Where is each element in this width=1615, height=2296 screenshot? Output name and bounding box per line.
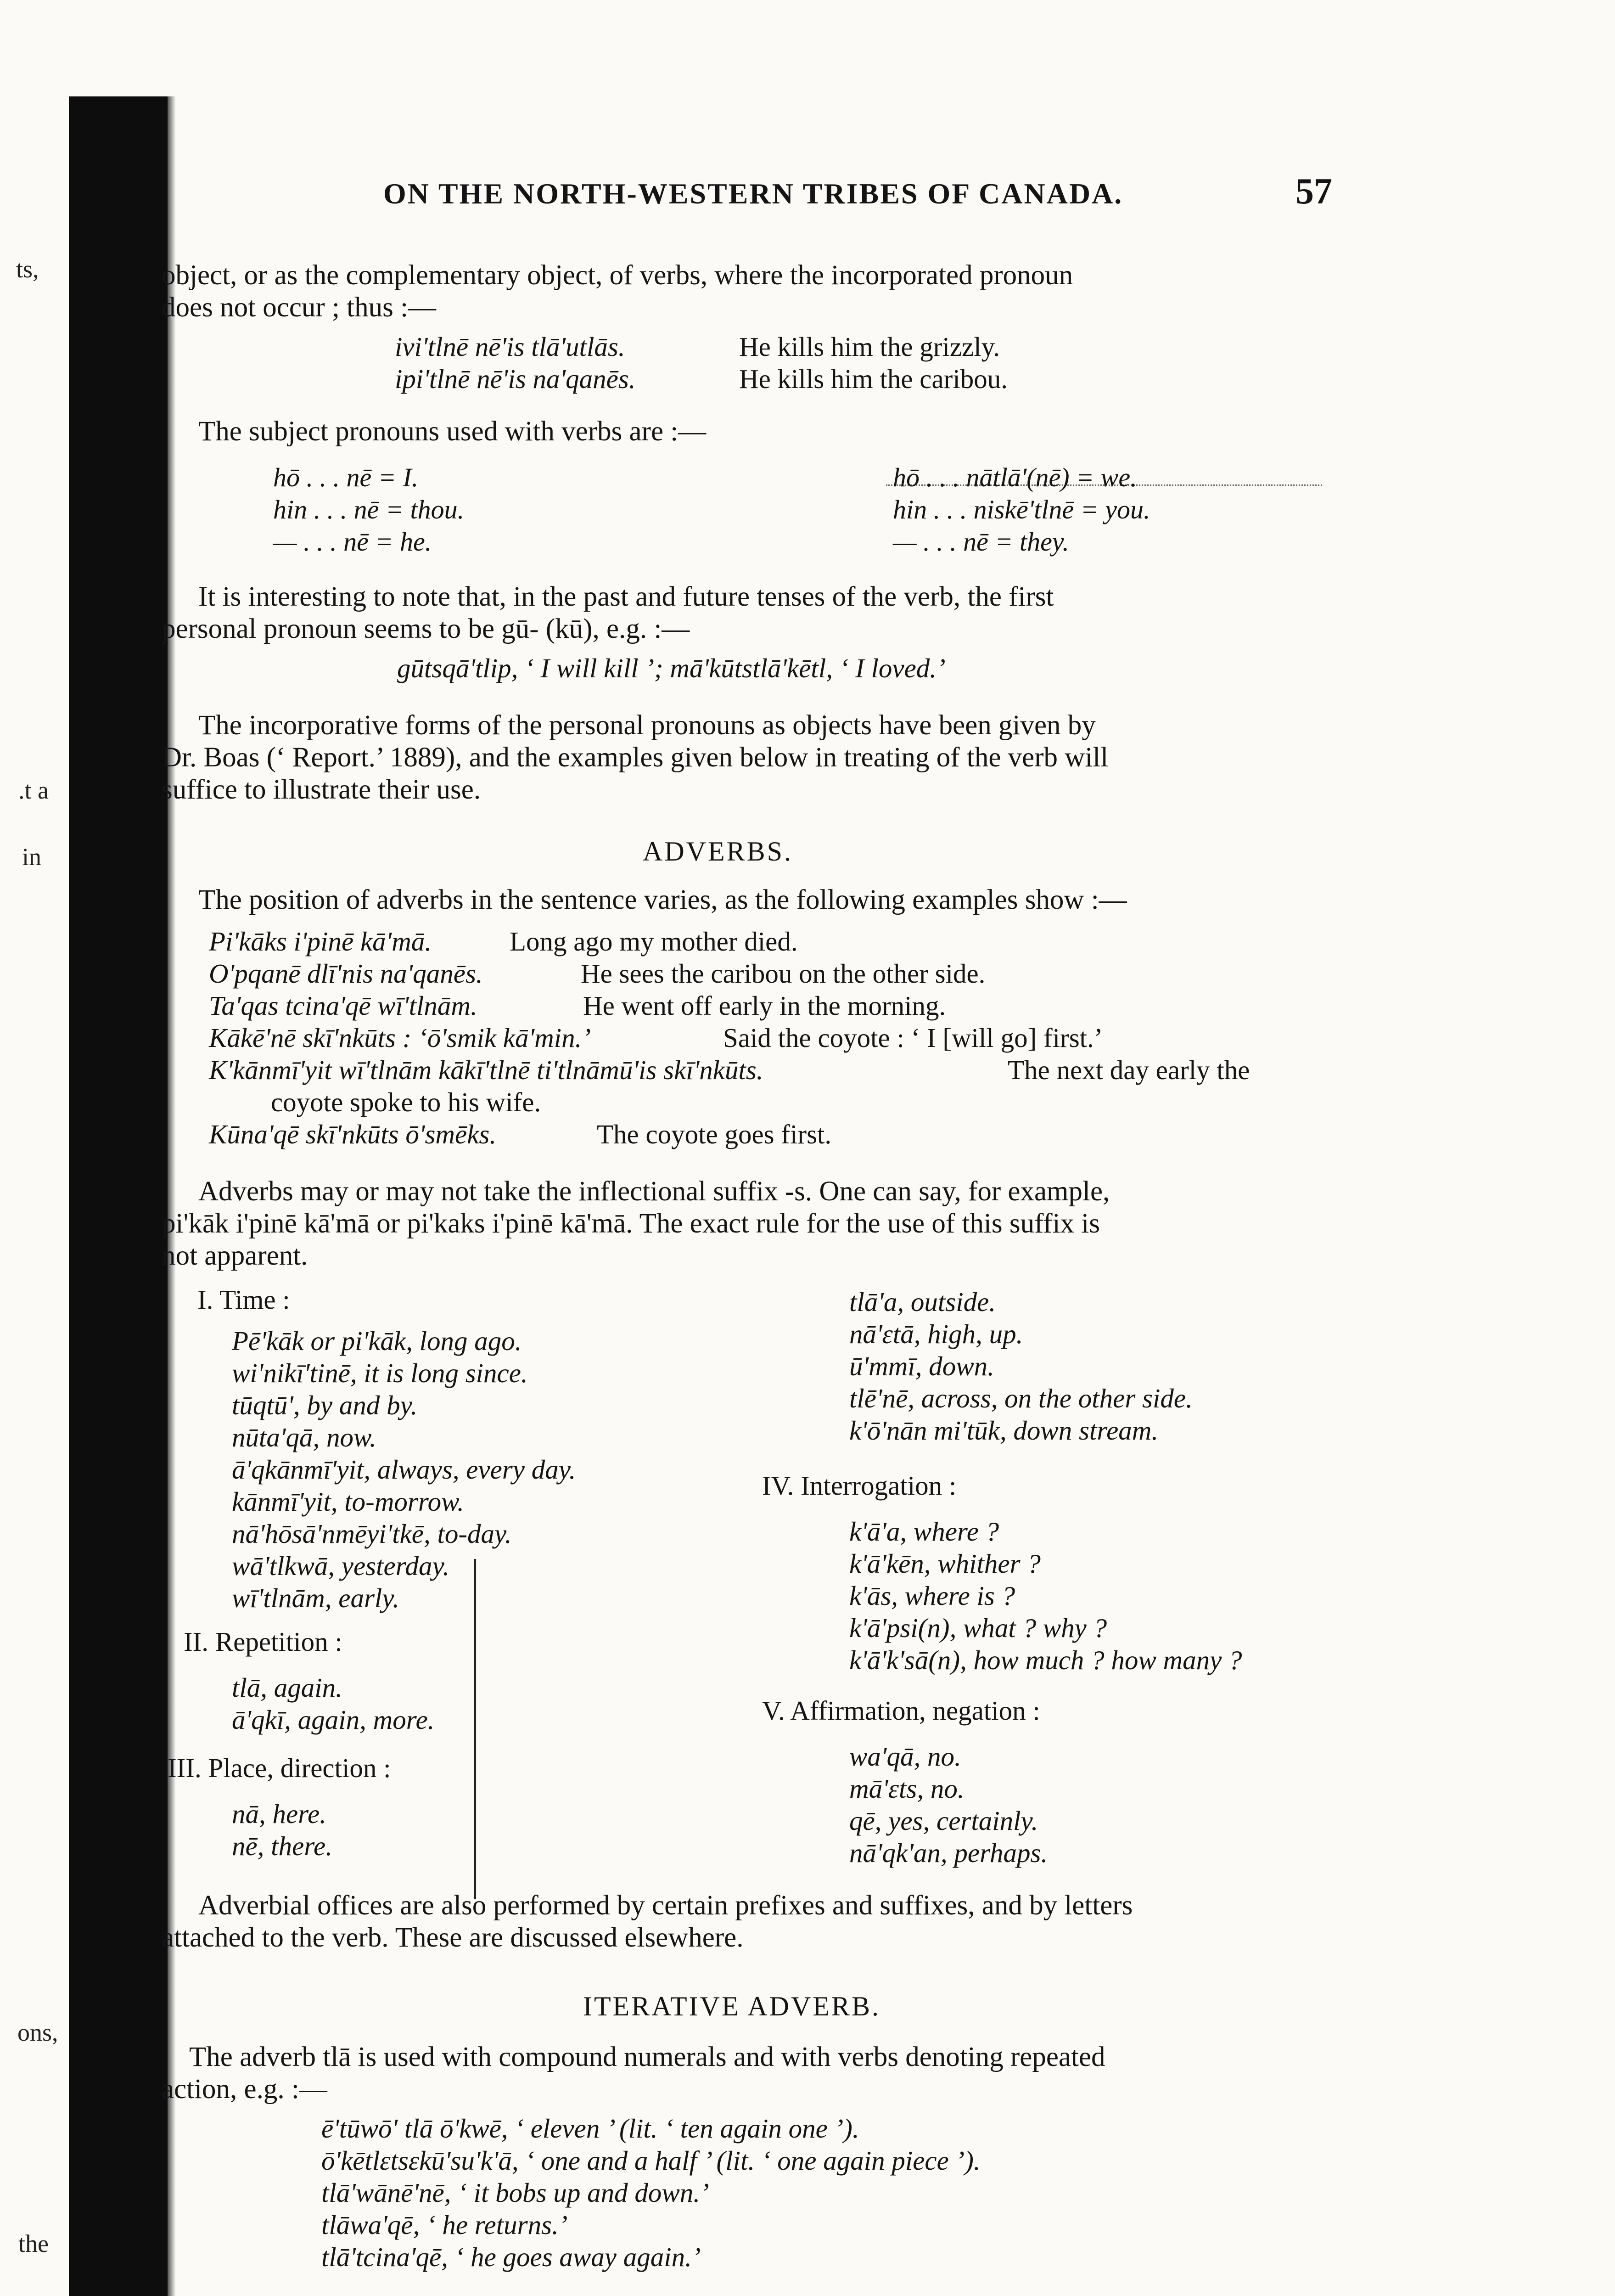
adverbial-offices-line: attached to the verb. These are discussed elsewhere.: [162, 1922, 744, 1953]
adverb-example-native: O'pqanē dlī'nis na'qanēs.: [209, 958, 483, 989]
running-header: ON THE NORTH-WESTERN TRIBES OF CANADA.: [383, 177, 1123, 210]
suffix-line: pi'kāk i'pinē kā'mā or pi'kaks i'pinē kā'mā. The exact rule for the use of this suffix is: [162, 1208, 1100, 1239]
past-future-line: It is interesting to note that, in the past and future tenses of the verb, the first: [198, 581, 1054, 612]
iterative-example: tlāwa'qē, ‘ he returns.’: [321, 2210, 568, 2240]
category-heading-time: I. Time :: [197, 1284, 290, 1315]
place-item: tlā'a, outside.: [849, 1287, 996, 1317]
iterative-line: The adverb tlā is used with compound numerals and with verbs denoting repeated: [189, 2042, 1105, 2072]
example-gloss: He kills him the grizzly.: [739, 332, 1000, 362]
interrogation-item: k'ā'k'sā(n), how much ? how many ?: [849, 1645, 1242, 1675]
place-item: nā, here.: [232, 1799, 326, 1829]
pronoun-row: hō . . . nātlā'(nē) = we.: [893, 462, 1137, 492]
adverbs-heading: ADVERBS.: [643, 836, 793, 867]
adverb-example-gloss: Said the coyote : ‘ I [will go] first.’: [723, 1023, 1103, 1053]
past-future-line: personal pronoun seems to be gū- (kū), e.g. :—: [162, 613, 690, 644]
adverb-example-native: Kūna'qē skī'nkūts ō'smēks.: [209, 1119, 497, 1149]
incorporative-line: suffice to illustrate their use.: [162, 774, 481, 805]
place-item: tlē'nē, across, on the other side.: [849, 1383, 1193, 1413]
time-item: Pē'kāk or pi'kāk, long ago.: [232, 1326, 522, 1356]
adverb-example-gloss: He went off early in the morning.: [583, 990, 946, 1021]
category-heading-affirmation: V. Affirmation, negation :: [762, 1695, 1040, 1726]
iterative-heading: ITERATIVE ADVERB.: [583, 1991, 880, 2021]
pronoun-row: hin . . . nē = thou.: [273, 495, 465, 524]
time-item: nā'hōsā'nmēyi'tkē, to-day.: [232, 1519, 512, 1549]
time-item: wi'nikī'tinē, it is long since.: [232, 1358, 528, 1388]
margin-fragment: .t a: [18, 777, 49, 804]
interrogation-item: k'ā'psi(n), what ? why ?: [849, 1613, 1107, 1643]
page-number: 57: [1295, 171, 1332, 212]
incorporative-line: Dr. Boas (‘ Report.’ 1889), and the examples given below in treating of the verb will: [162, 742, 1109, 773]
affirmation-item: qē, yes, certainly.: [849, 1806, 1038, 1836]
pronoun-table-right: [893, 461, 1150, 558]
adverb-example-native: Pi'kāks i'pinē kā'mā.: [209, 926, 432, 957]
category-heading-place: III. Place, direction :: [168, 1753, 391, 1783]
repetition-item: ā'qkī, again, more.: [232, 1705, 435, 1735]
book-spine-shadow: [69, 96, 168, 2296]
adverb-example-native: Ta'qas tcina'qē wī'tlnām.: [209, 990, 477, 1021]
margin-fragment: in: [22, 843, 42, 871]
place-item: ū'mmī, down.: [849, 1351, 994, 1381]
adverbs-intro: The position of adverbs in the sentence varies, as the following examples show :—: [198, 884, 1127, 915]
adverb-example-gloss: The next day early the: [1008, 1055, 1250, 1085]
adverb-example-native: K'kānmī'yit wī'tlnām kākī'tlnē ti'tlnāmū'is skī'nkūts.: [209, 1055, 763, 1085]
iterative-example: tlā'wānē'nē, ‘ it bobs up and down.’: [321, 2178, 709, 2208]
adverb-example-gloss: coyote spoke to his wife.: [271, 1087, 541, 1117]
time-item: ā'qkānmī'yit, always, every day.: [232, 1454, 576, 1485]
past-future-example: gūtsqā'tlip, ‘ I will kill ’; mā'kūtstlā'kētl, ‘ I loved.’: [397, 653, 946, 683]
time-item: wī'tlnām, early.: [232, 1583, 399, 1613]
place-item: k'ō'nān mi'tūk, down stream.: [849, 1415, 1159, 1446]
adverb-example-gloss: The coyote goes first.: [597, 1119, 832, 1149]
category-heading-repetition: II. Repetition :: [184, 1626, 342, 1657]
adverb-example-native: Kākē'nē skī'nkūts : ‘ō'smik kā'min.’: [209, 1023, 591, 1053]
column-rule: [474, 1559, 476, 1899]
time-item: tūqtū', by and by.: [232, 1390, 418, 1420]
example-gloss: He kills him the caribou.: [739, 364, 1008, 394]
pronoun-row: hō . . . nē = I.: [273, 462, 419, 492]
margin-fragment: ts,: [16, 255, 39, 283]
pronoun-row: — . . . nē = he.: [273, 527, 432, 557]
affirmation-item: mā'ɛts, no.: [849, 1773, 965, 1804]
interrogation-item: k'ā'kēn, whither ?: [849, 1548, 1041, 1579]
category-heading-interrogation: IV. Interrogation :: [762, 1470, 957, 1501]
incorporative-line: The incorporative forms of the personal pronouns as objects have been given by: [198, 710, 1096, 741]
time-item: kānmī'yit, to-morrow.: [232, 1486, 464, 1517]
example-native: ipi'tlnē nē'is na'qanēs.: [395, 364, 636, 394]
place-item: nē, there.: [232, 1831, 332, 1861]
intro-line: object, or as the complementary object, of verbs, where the incorporated pronoun: [162, 260, 1073, 291]
margin-fragment: ons,: [17, 2019, 58, 2046]
place-item: nā'ɛtā, high, up.: [849, 1319, 1023, 1349]
affirmation-item: nā'qk'an, perhaps.: [849, 1838, 1048, 1868]
example-native: ivi'tlnē nē'is tlā'utlās.: [395, 332, 625, 362]
margin-fragment: the: [18, 2230, 49, 2257]
adverb-example-gloss: Long ago my mother died.: [510, 926, 798, 957]
iterative-example: tlā'tcina'qē, ‘ he goes away again.’: [321, 2242, 701, 2272]
pronoun-row: hin . . . niskē'tlnē = you.: [893, 495, 1150, 524]
intro-line: does not occur ; thus :—: [162, 292, 437, 323]
iterative-example: ē'tūwō' tlā ō'kwē, ‘ eleven ’ (lit. ‘ ten again one ’).: [321, 2113, 859, 2144]
suffix-line: not apparent.: [162, 1240, 308, 1271]
suffix-line: Adverbs may or may not take the inflectional suffix -s. One can say, for example,: [198, 1176, 1110, 1207]
spine-edge: [168, 96, 176, 2296]
iterative-example: ō'kētlɛtsɛkū'su'k'ā, ‘ one and a half ’ (lit. ‘ one again piece ’).: [321, 2145, 981, 2176]
pronoun-row: — . . . nē = they.: [893, 527, 1069, 557]
pronoun-table-left: [273, 461, 464, 558]
time-item: nūta'qā, now.: [232, 1422, 376, 1452]
subject-pronouns-intro: The subject pronouns used with verbs are :—: [198, 416, 707, 447]
repetition-item: tlā, again.: [232, 1672, 342, 1703]
adverbial-offices-line: Adverbial offices are also performed by certain prefixes and suffixes, and by letters: [198, 1890, 1133, 1921]
adverb-example-gloss: He sees the caribou on the other side.: [581, 958, 986, 989]
time-item: wā'tlkwā, yesterday.: [232, 1551, 450, 1581]
interrogation-item: k'ā'a, where ?: [849, 1516, 999, 1547]
interrogation-item: k'ās, where is ?: [849, 1581, 1015, 1611]
affirmation-item: wa'qā, no.: [849, 1741, 961, 1772]
iterative-line: action, e.g. :—: [162, 2074, 327, 2105]
